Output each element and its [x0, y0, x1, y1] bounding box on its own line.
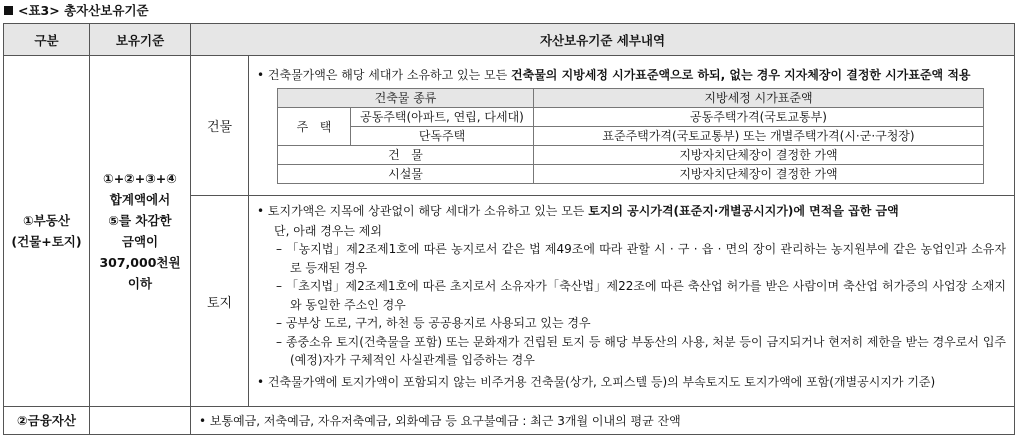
inner-row: [278, 127, 984, 146]
inner-type-cell: 공동주택(아파트, 연립, 다세대): [351, 108, 534, 127]
real-estate-criteria: ①+②+③+④ 합계액에서 ⑤를 차감한 금액이 307,000천원 이하: [90, 56, 191, 407]
inner-type-cell: 건 물: [278, 146, 534, 165]
building-label: 건물: [191, 56, 249, 196]
land-bullet-2: • 건축물가액에 토지가액이 포함되지 않는 비주거용 건축물(상가, 오피스텔 등)의 부속토지도 토지가액에 포함(개별공시지가 기준): [257, 374, 936, 389]
land-bullet: • 토지가액은 지목에 상관없이 해당 세대가 소유하고 있는 모든 토지의 공시가격(표준지·개별공시지가)에 면적을 곱한 금액: [257, 204, 899, 218]
housing-label: 주 택: [278, 108, 351, 146]
exception-item: – 종중소유 토지(건축물을 포함) 또는 문화재가 건립된 토지 등 해당 부동산의 사용, 처분 등이 금지되거나 현저히 제한을 받는 경우로서 입주(예정)자가 구체적인 사실관계를 입증하는 경우: [276, 334, 1006, 367]
inner-value-cell: 지방자치단체장이 결정한 가액: [534, 165, 984, 184]
inner-value-cell: 공동주택가격(국토교통부): [534, 108, 984, 127]
header-details: 자산보유기준 세부내역: [191, 24, 1015, 56]
land-label: 토지: [191, 196, 249, 407]
land-exception-list: [257, 240, 1006, 370]
inner-header-row: [278, 89, 984, 108]
land-exception: 단, 아래 경우는 제외: [274, 224, 382, 238]
financial-details: • 보통예금, 저축예금, 자유저축예금, 외화예금 등 요구불예금 : 최근 3개월 이내의 평균 잔액: [191, 407, 1015, 435]
inner-header-type: 건축물 종류: [278, 89, 534, 108]
financial-category: ②금융자산: [4, 407, 90, 435]
header-category: 구분: [4, 24, 90, 56]
exception-item: – 「농지법」제2조제1호에 따른 농지로서 같은 법 제49조에 따라 관할 시 · 구 · 읍 · 면의 장이 관리하는 농지원부에 같은 농업인과 소유자로 등재된 경우: [276, 242, 1006, 275]
exception-item: – 공부상 도로, 구거, 하천 등 공공용지로 사용되고 있는 경우: [276, 316, 591, 330]
inner-value-cell: 표준주택가격(국토교통부) 또는 개별주택가격(시·군·구청장): [534, 127, 984, 146]
exception-item: – 「초지법」제2조제1호에 따른 초지로서 소유자가「축산법」제22조에 따른 축산업 허가를 받은 사람이며 축산업 허가증의 사업장 소재지와 동일한 주소인 경우: [276, 279, 1006, 312]
financial-row: [4, 407, 1015, 435]
building-value-table: [277, 88, 984, 184]
table-caption: <표3> 총자산보유기준: [4, 1, 149, 19]
land-details: [249, 196, 1015, 407]
inner-row: [278, 108, 984, 127]
square-bullet-icon: [4, 6, 13, 15]
inner-row: [278, 146, 984, 165]
real-estate-category: ①부동산 (건물+토지): [4, 56, 90, 407]
asset-criteria-table: [3, 23, 1015, 435]
building-bullet: • 건축물가액은 해당 세대가 소유하고 있는 모든 건축물의 지방세정 시가표준액으로 하되, 없는 경우 지자체장이 결정한 시가표준액 적용: [257, 68, 971, 82]
header-criteria: 보유기준: [90, 24, 191, 56]
inner-type-cell: 시설물: [278, 165, 534, 184]
header-row: [4, 24, 1015, 56]
inner-header-value: 지방세정 시가표준액: [534, 89, 984, 108]
building-row: [4, 56, 1015, 196]
financial-criteria: [90, 407, 191, 435]
inner-type-cell: 단독주택: [351, 127, 534, 146]
inner-value-cell: 지방자치단체장이 결정한 가액: [534, 146, 984, 165]
building-details: [249, 56, 1015, 196]
inner-row: [278, 165, 984, 184]
